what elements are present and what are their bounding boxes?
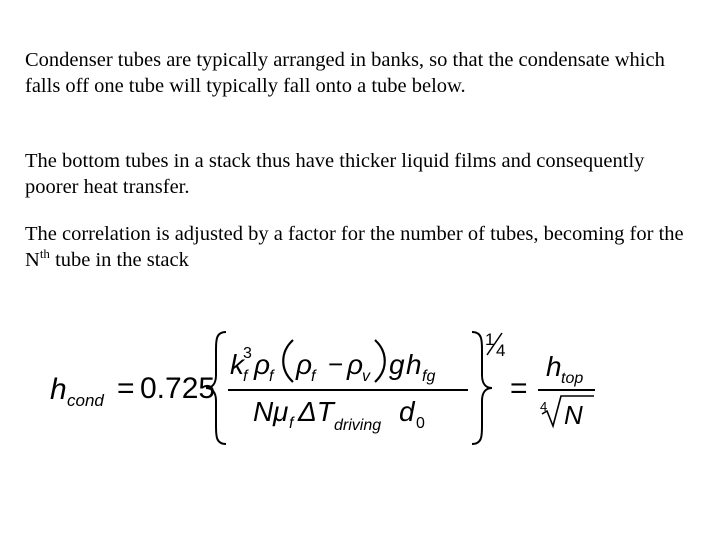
rhs-N: N bbox=[564, 400, 583, 430]
root-index: 4 bbox=[540, 399, 548, 414]
exponent-denominator: 4 bbox=[496, 341, 506, 360]
num-rho: ρ bbox=[254, 349, 271, 380]
rhs-h: h bbox=[546, 351, 562, 382]
num-k: k bbox=[230, 349, 244, 380]
paragraph-correlation-text: The correlation is adjusted by a factor for the number of tubes, becoming for the N bbox=[25, 223, 684, 271]
paragraph-condenser-banks: Condenser tubes are typically arranged in banks, so that the condensate which falls off one tube will typically fall onto a tube below. bbox=[25, 49, 665, 97]
den-mu-sub: f bbox=[289, 415, 294, 432]
minus-sign: − bbox=[328, 349, 344, 379]
lhs-subscript: cond bbox=[67, 391, 104, 410]
lhs-h: h bbox=[50, 373, 67, 406]
coefficient: 0.725 bbox=[140, 372, 216, 405]
rhs-subscript: top bbox=[561, 370, 584, 387]
num-g: g bbox=[389, 349, 405, 380]
right-paren bbox=[375, 340, 385, 382]
paragraph-bottom-tubes: The bottom tubes in a stack thus have thicker liquid films and consequently poorer heat transfer. bbox=[25, 150, 645, 198]
den-d-sub: 0 bbox=[416, 415, 425, 432]
den-N: N bbox=[253, 396, 274, 427]
num-rho-sub: f bbox=[269, 368, 274, 385]
condensation-equation bbox=[40, 320, 660, 450]
left-paren bbox=[283, 340, 293, 382]
paragraph-correlation-adjustment bbox=[25, 222, 685, 274]
rho-v: ρ bbox=[347, 349, 364, 380]
den-delta-t-sub: driving bbox=[334, 417, 382, 434]
equals-sign-1: = bbox=[117, 372, 135, 405]
num-h: h bbox=[406, 349, 422, 380]
paragraph-correlation-tail: tube in the stack bbox=[49, 248, 189, 271]
exponent-numerator: 1 bbox=[485, 330, 495, 349]
rho-v-sub: v bbox=[362, 368, 370, 385]
superscript-th: th bbox=[39, 245, 50, 261]
paren-rho-sub: f bbox=[311, 368, 316, 385]
paren-rho: ρ bbox=[296, 349, 313, 380]
num-k-sub: f bbox=[243, 368, 248, 385]
num-k-sup: 3 bbox=[243, 345, 252, 362]
left-brace bbox=[206, 332, 226, 444]
den-delta-t: ΔT bbox=[298, 396, 334, 427]
den-d: d bbox=[399, 396, 415, 427]
equals-sign-2: = bbox=[510, 372, 528, 405]
den-mu: μ bbox=[273, 396, 289, 427]
num-h-sub: fg bbox=[422, 368, 436, 385]
